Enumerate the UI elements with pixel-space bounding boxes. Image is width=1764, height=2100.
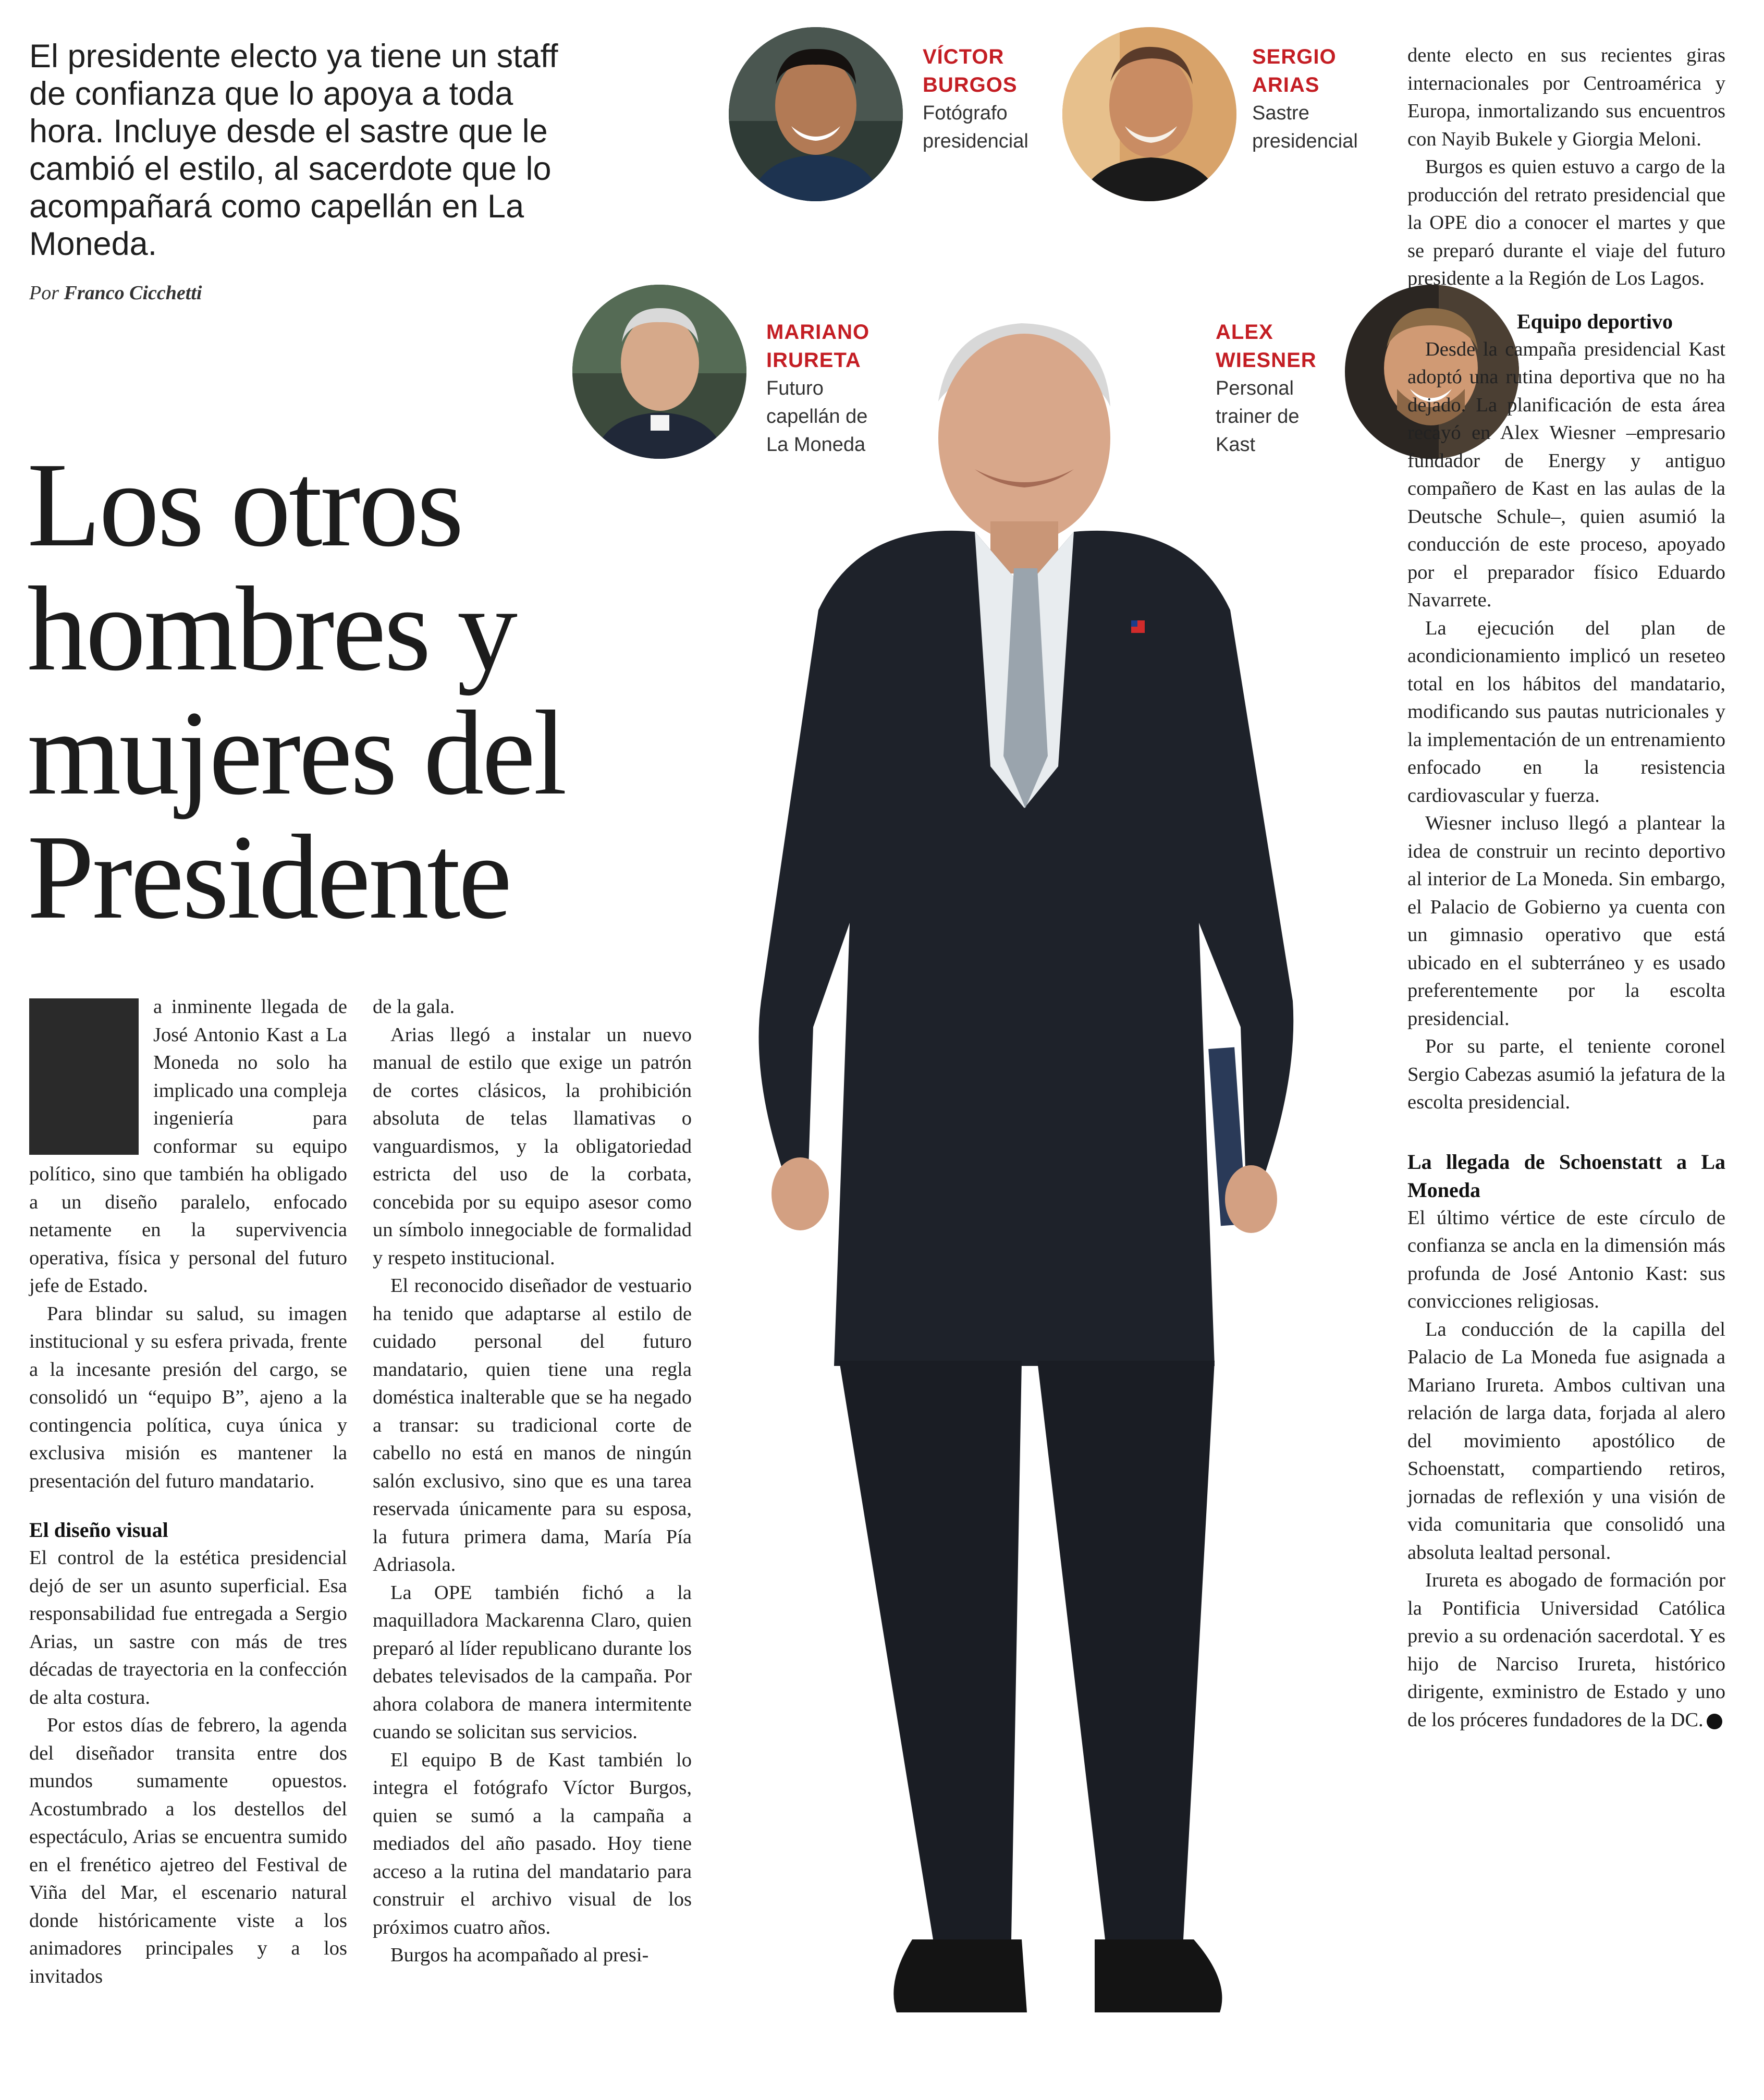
portrait-mariano-irureta xyxy=(572,285,746,459)
headline-line-1: Los otros xyxy=(27,438,462,572)
article-column-3 xyxy=(1407,42,1725,1734)
portrait-sergio-arias xyxy=(1062,27,1236,201)
headline-line-4: Presidente xyxy=(27,810,510,944)
byline-prefix: Por xyxy=(29,282,59,304)
profile-name-line-2: BURGOS xyxy=(923,74,1018,96)
paragraph: Wiesner incluso llegó a plantear la idea de construir un recinto deportivo al interior de La Moneda. Sin embargo, el Palacio de Gobierno ya cuenta con un gimnasio operativo que está ubicado en el subterráneo y es usado preferentemente por la escolta presidencial. xyxy=(1407,812,1725,1030)
drop-cap xyxy=(29,998,139,1155)
profile-name-line-1: MARIANO xyxy=(766,321,870,344)
end-of-article-mark xyxy=(1707,1714,1722,1729)
profile-name-line-2: ARIAS xyxy=(1252,74,1320,96)
profile-name-line-1: ALEX xyxy=(1216,321,1273,344)
paragraph xyxy=(1407,1567,1725,1734)
profile-name-line-2: IRURETA xyxy=(766,349,861,372)
paragraph: Por su parte, el teniente coronel Sergio Cabezas asumió la jefatura de la escolta presidencial. xyxy=(1407,1035,1725,1113)
paragraph: El último vértice de este círculo de confianza se ancla en la dimensión más profunda de José Antonio Kast: sus convicciones religiosas. xyxy=(1407,1206,1725,1312)
section-heading: La llegada de Schoenstatt a La Moneda xyxy=(1407,1150,1725,1202)
profile-name-line-2: WIESNER xyxy=(1216,349,1317,372)
paragraph: El equipo B de Kast también lo integra el fotógrafo Víctor Burgos, quien se sumó a la campaña a mediados del año pasado. Hoy tiene acceso a la rutina del mandatario para construir el archivo visual de los próximos cuatro años. xyxy=(373,1749,692,1938)
profile-role-line-2: presidencial xyxy=(1252,130,1358,152)
paragraph: Burgos ha acompañado al presi- xyxy=(390,1944,649,1966)
paragraph: Arias llegó a instalar un nuevo manual de estilo que exige un patrón de cortes clásicos, la prohibición absoluta de telas llamativas o vanguardismos, y la obligatoriedad estricta del uso de la corbata, concebida por su equipo asesor como un símbolo innegociable de formalidad y respeto institucional. xyxy=(373,1023,692,1269)
paragraph: dente electo en sus recientes giras internacionales por Centroamérica y Europa, inmortalizando sus encuentros con Nayib Bukele y Giorgia Meloni. xyxy=(1407,44,1725,150)
paragraph: a inminente llegada de José Antonio Kast a La Moneda no solo ha implicado una compleja ingeniería para conformar su equipo político, sino que también ha obligado a un diseño paralelo, enfocado netamente en la supervivencia operativa, física y personal del futuro jefe de Estado. xyxy=(29,996,347,1297)
paragraph: La ejecución del plan de acondicionamiento implicó un reseteo total en los hábitos del mandatario, modificando sus pautas nutricionales y la implementación de un entrenamiento enfocado en la resistencia cardiovascular y fuerza. xyxy=(1407,617,1725,807)
paragraph: Burgos es quien estuvo a cargo de la producción del retrato presidencial que la OPE dio a conocer el martes y que se preparó durante el viaje del futuro presidente a la Región de Los Lagos. xyxy=(1407,156,1725,289)
headline xyxy=(27,438,684,944)
paragraph-text: Irureta es abogado de formación por la Pontificia Universidad Católica previo a su ordenación sacerdotal. Y es hijo de Narciso Irureta, histórico dirigente, exministro de Estado y uno de los próceres fundadores de la DC. xyxy=(1407,1569,1725,1731)
byline xyxy=(29,282,202,304)
headline-line-3: mujeres del xyxy=(27,686,565,820)
profile-sergio-arias xyxy=(1252,43,1358,155)
profile-role-line-1: Futuro xyxy=(766,377,824,399)
paragraph: La OPE también fichó a la maquilladora Mackarenna Claro, quien preparó al líder republicano durante los debates televisados de la campaña. Por ahora colabora de manera intermitente cuando se solicitan sus servicios. xyxy=(373,1581,692,1743)
article-deck: El presidente electo ya tiene un staff de confianza que lo apoya a toda hora. Incluye desde el sastre que le cambió el estilo, al sacerdote que lo acompañará como capellán en La Moneda. xyxy=(29,38,558,262)
paragraph: Para blindar su salud, su imagen institucional y su esfera privada, frente a la incesante presión del cargo, se consolidó un “equipo B”, ajeno a la contingencia política, cuya única y exclusiva misión es mantener la presentación del futuro mandatario. xyxy=(29,1302,347,1492)
profile-role-line-3: Kast xyxy=(1216,434,1256,456)
paragraph: El reconocido diseñador de vestuario ha tenido que adaptarse al estilo de cuidado personal del futuro mandatario, quien tiene una regla doméstica inalterable que se ha negado a transar: su tradicional corte de cabello no está en manos de ningún salón exclusivo, sino que es una tarea reservada únicamente para su esposa, la futura primera dama, María Pía Adriasola. xyxy=(373,1275,692,1576)
section-heading: Equipo deportivo xyxy=(1517,309,1673,333)
profile-role-line-2: trainer de xyxy=(1216,406,1300,428)
victor-burgos-photo xyxy=(729,27,903,201)
profile-victor-burgos xyxy=(923,43,1028,155)
president-figure xyxy=(730,297,1345,2080)
paragraph: El control de la estética presidencial dejó de ser un asunto superficial. Esa responsabilidad fue entregada a Sergio Arias, un sastre con más de tres décadas de trayectoria en la confección de alta costura. xyxy=(29,1547,347,1708)
article-column-2 xyxy=(373,993,692,1970)
headline-line-2: hombres y xyxy=(27,562,516,696)
president-photo xyxy=(730,297,1345,2080)
profile-name-line-1: SERGIO xyxy=(1252,45,1337,68)
portrait-victor-burgos xyxy=(729,27,903,201)
paragraph: La conducción de la capilla del Palacio de La Moneda fue asignada a Mariano Irureta. Ambos cultivan una relación de larga data, forjada al alero del movimiento apostólico de Schoenstatt, compartiendo retiros, jornadas de reflexión y una visión de vida comunitaria que consolidó una absoluta lealtad personal. xyxy=(1407,1318,1725,1564)
profile-role-line-1: Personal xyxy=(1216,377,1294,399)
profile-role-line-3: La Moneda xyxy=(766,434,866,456)
sergio-arias-photo xyxy=(1062,27,1236,201)
profile-role-line-2: capellán de xyxy=(766,406,868,428)
article-column-1 xyxy=(29,993,347,1991)
profile-name-line-1: VÍCTOR xyxy=(923,45,1005,68)
mariano-irureta-photo xyxy=(572,285,746,459)
section-heading: El diseño visual xyxy=(29,1518,168,1542)
profile-role-line-1: Sastre xyxy=(1252,102,1309,124)
profile-role-line-2: presidencial xyxy=(923,130,1028,152)
paragraph: de la gala. xyxy=(373,996,455,1018)
paragraph: Por estos días de febrero, la agenda del diseñador transita entre dos mundos sumamente opuestos. Acostumbrado a los destellos del espectáculo, Arias se encuentra sumido en el frenético ajetreo del Festival de Viña del Mar, el escenario natural donde históricamente viste a los animadores principales y a los invitados xyxy=(29,1714,347,1987)
byline-author: Franco Cicchetti xyxy=(64,282,202,304)
paragraph: Desde la campaña presidencial Kast adoptó una rutina deportiva que no ha dejado. La planificación de esta área recayó en Alex Wiesner –empresario fundador de Energy y antiguo compañero de Kast en las aulas de la Deutsche Schule–, quien asumió la conducción de este proceso, apoyado por el preparador físico Eduardo Navarrete. xyxy=(1407,338,1725,611)
profile-role-line-1: Fotógrafo xyxy=(923,102,1008,124)
